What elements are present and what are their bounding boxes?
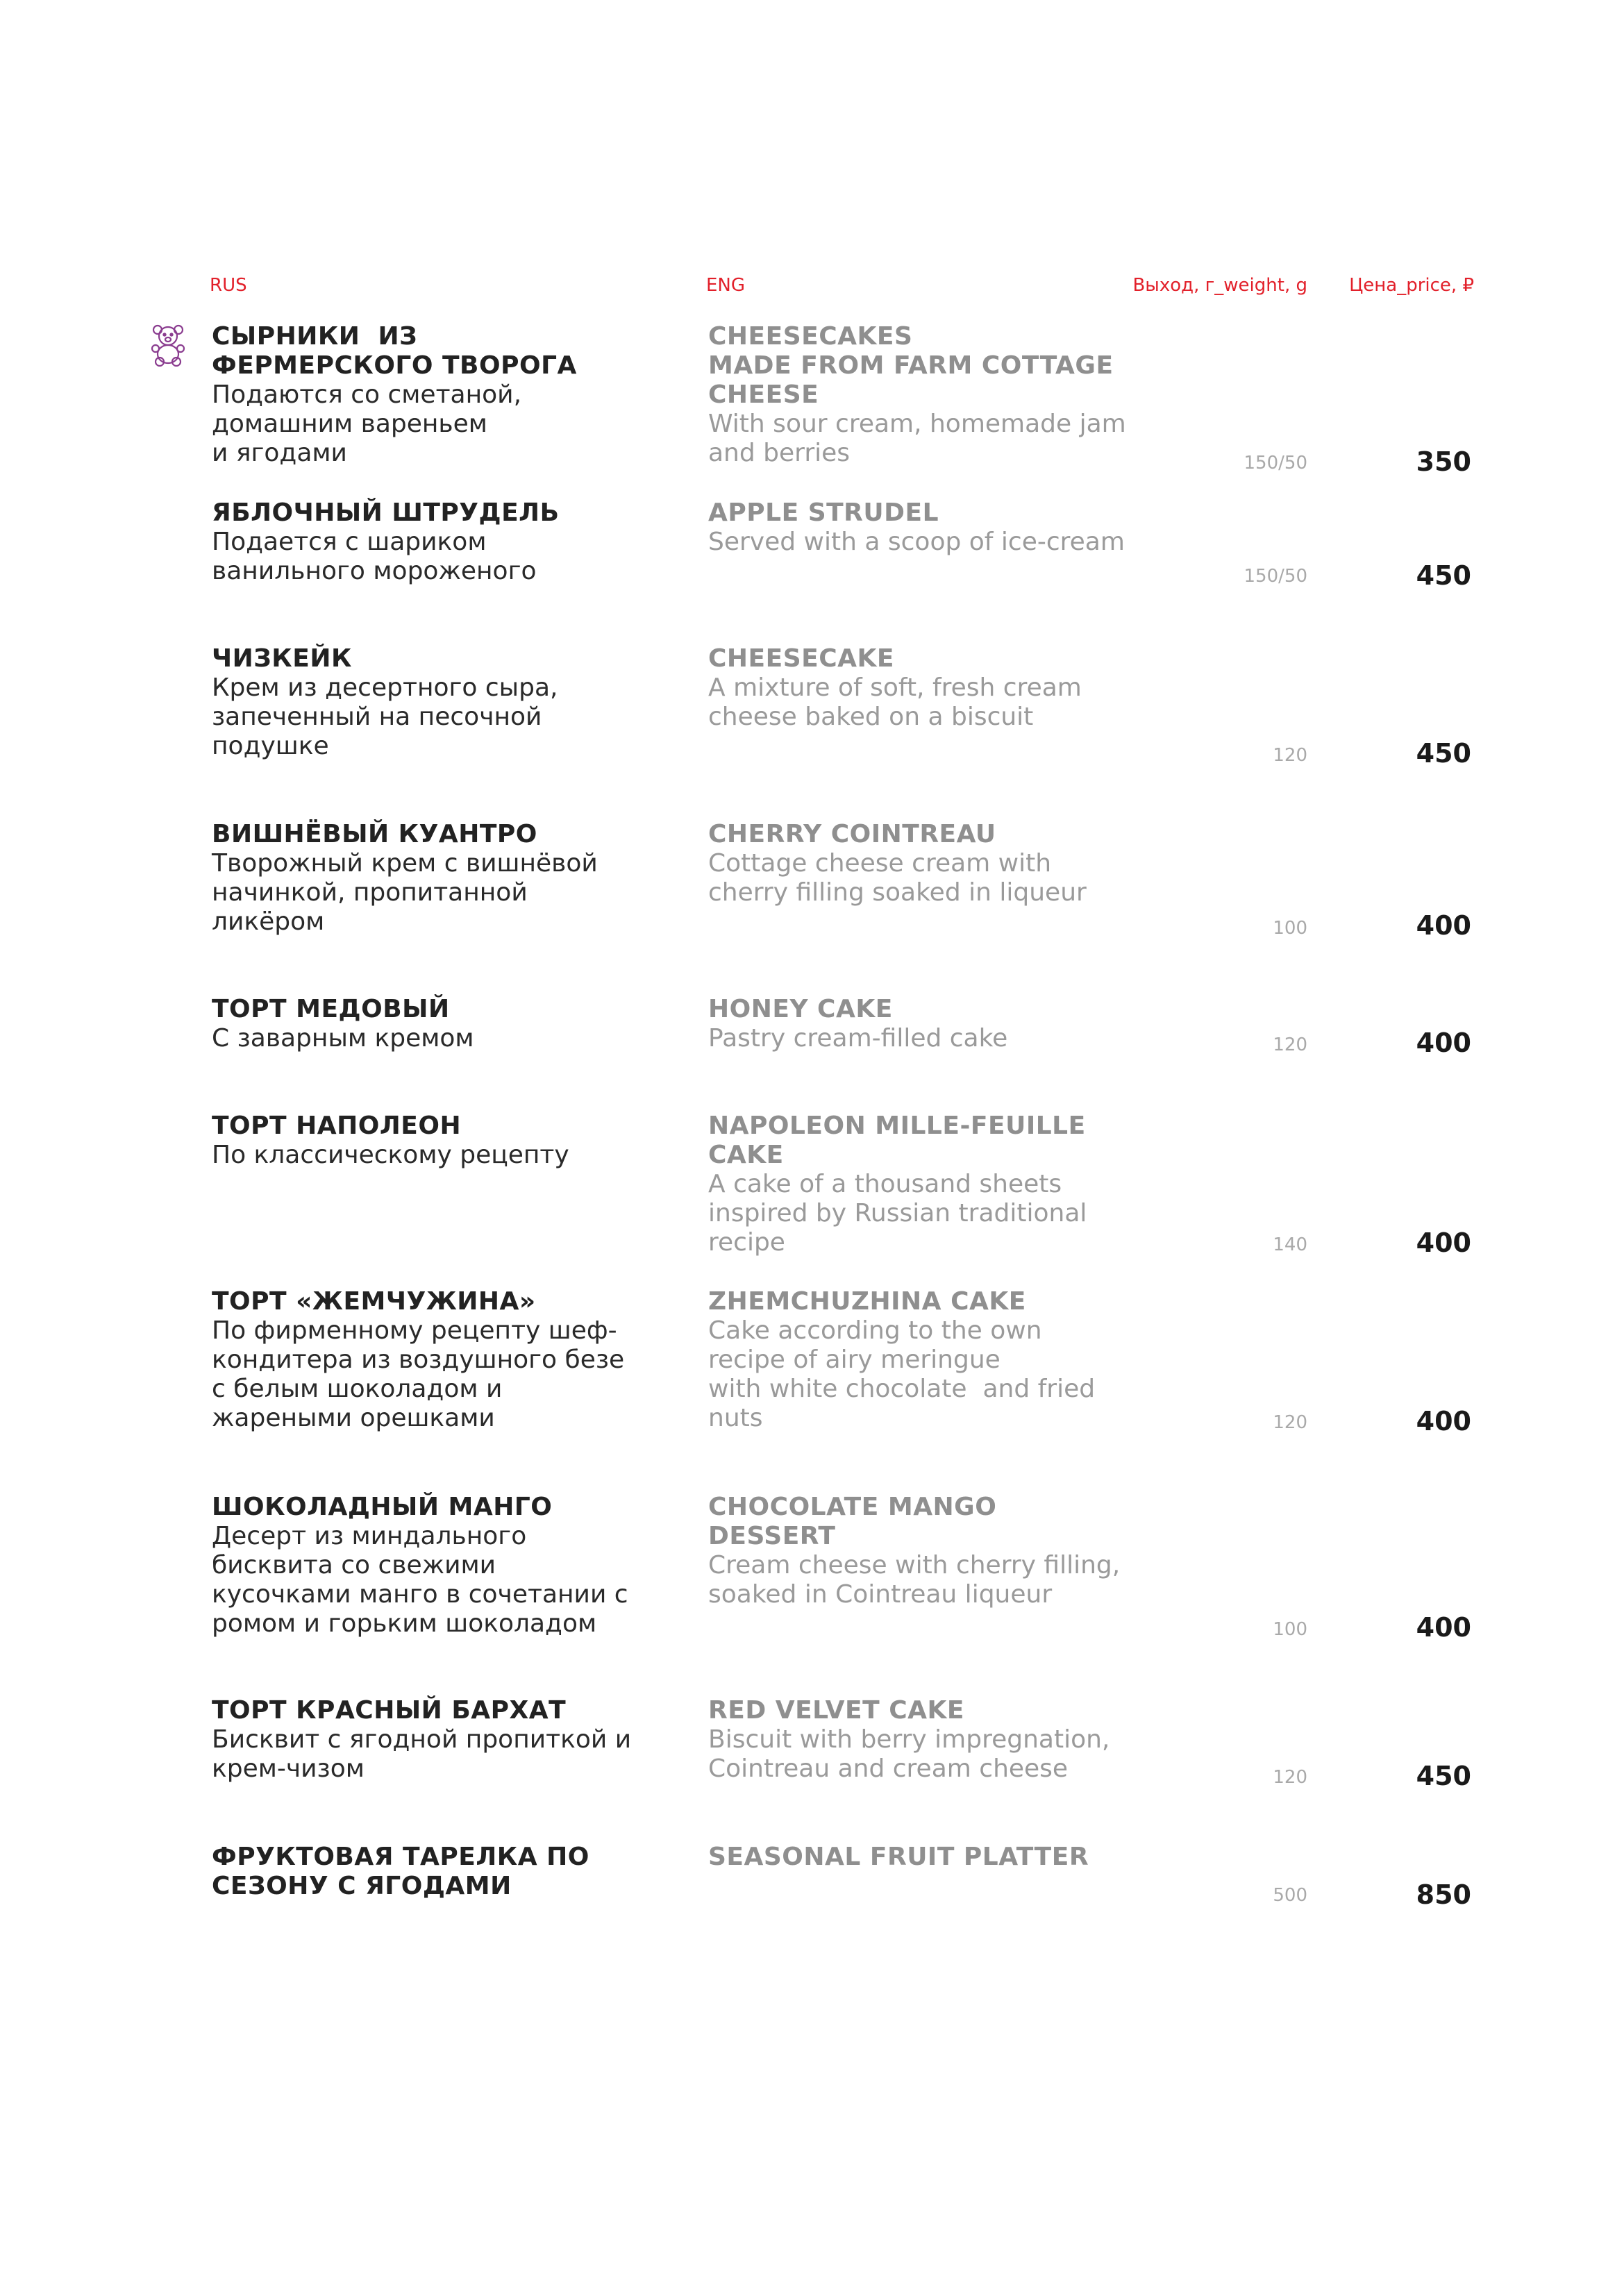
menu-item-en [708, 1843, 1187, 1872]
item-description-ru: домашним вареньем [212, 410, 487, 438]
item-description-ru: Творожный крем с вишнёвой [212, 849, 598, 878]
item-description-en: inspired by Russian traditional [708, 1199, 1087, 1227]
item-title-en: SEASONAL FRUIT PLATTER [708, 1843, 1089, 1871]
item-title-ru: ТОРТ МЕДОВЫЙ [212, 995, 450, 1023]
item-description-en: cherry filling soaked in liqueur [708, 878, 1087, 907]
item-description-ru: кусочками манго в сочетании с [212, 1580, 628, 1609]
item-description-ru: ромом и горьким шоколадом [212, 1609, 597, 1638]
item-description-ru: подушке [212, 732, 329, 760]
item-price: 350 [1416, 446, 1471, 477]
item-description-ru: жареными орешками [212, 1404, 495, 1432]
item-weight: 120 [1273, 1034, 1307, 1055]
item-title-en: DESSERT [708, 1522, 836, 1550]
column-header-rus: RUS [210, 275, 247, 296]
item-description-en: Served with a scoop of ice-cream [708, 528, 1125, 556]
item-description-en: nuts [708, 1404, 763, 1432]
item-description-ru: с белым шоколадом и [212, 1375, 503, 1403]
item-title-en: CHEESECAKES [708, 322, 913, 351]
item-title-en: CHEESECAKE [708, 644, 895, 673]
item-description-ru: запеченный на песочной [212, 703, 542, 731]
item-description-ru: начинкой, пропитанной [212, 878, 528, 907]
column-header-weight: Выход, г_weight, g [1132, 275, 1307, 296]
item-description-ru: крем-чизом [212, 1754, 365, 1783]
menu-item-en [708, 1493, 1187, 1609]
menu-item-en [708, 1112, 1187, 1257]
item-title-en: CHOCOLATE MANGO [708, 1493, 997, 1521]
item-description-ru: кондитера из воздушного безе [212, 1346, 625, 1374]
item-title-en: CHERRY COINTREAU [708, 820, 996, 848]
item-description-ru: Десерт из миндального [212, 1522, 527, 1550]
menu-item-ru [212, 1493, 684, 1639]
item-title-en: ZHEMCHUZHINA CAKE [708, 1287, 1026, 1316]
menu-item-en [708, 1696, 1187, 1784]
item-description-ru: По фирменному рецепту шеф- [212, 1316, 617, 1345]
item-title-en: NAPOLEON MILLE-FEUILLE [708, 1112, 1086, 1140]
item-description-en: With sour cream, homemade jam [708, 410, 1126, 438]
item-price: 450 [1416, 738, 1471, 769]
menu-item-ru [212, 1843, 684, 1901]
item-description-ru: ликёром [212, 907, 325, 936]
menu-item-ru [212, 1112, 684, 1170]
menu-item-ru [212, 1696, 684, 1784]
menu-item-en [708, 644, 1187, 732]
item-title-ru: ШОКОЛАДНЫЙ МАНГО [212, 1493, 553, 1521]
item-description-en: A cake of a thousand sheets [708, 1170, 1062, 1198]
column-header-price: Цена_price, ₽ [1349, 275, 1474, 296]
menu-item-ru [212, 498, 684, 586]
item-description-ru: Подаются со сметаной, [212, 380, 522, 409]
menu-item-ru [212, 820, 684, 937]
menu-item-en [708, 498, 1187, 557]
item-title-ru: ЧИЗКЕЙК [212, 644, 352, 673]
menu-item-en [708, 995, 1187, 1053]
item-description-en: Cake according to the own [708, 1316, 1042, 1345]
menu-item-en [708, 322, 1187, 468]
item-title-ru: ТОРТ НАПОЛЕОН [212, 1112, 462, 1140]
item-description-en: cheese baked on a biscuit [708, 703, 1034, 731]
item-title-en: RED VELVET CAKE [708, 1696, 964, 1725]
teddy-bear-icon [149, 324, 187, 367]
item-weight: 100 [1273, 918, 1307, 939]
item-weight: 140 [1273, 1234, 1307, 1255]
item-description-en: recipe [708, 1228, 785, 1257]
item-weight: 150/50 [1244, 566, 1307, 587]
item-title-ru: СЫРНИКИ ИЗ [212, 322, 418, 351]
menu-item-ru [212, 644, 684, 761]
column-header-eng: ENG [706, 275, 746, 296]
item-description-en: A mixture of soft, fresh cream [708, 673, 1082, 702]
item-title-en: APPLE STRUDEL [708, 498, 939, 527]
item-title-en: CAKE [708, 1141, 784, 1169]
item-weight: 500 [1273, 1885, 1307, 1906]
item-description-ru: ванильного мороженого [212, 557, 537, 585]
item-title-ru: ВИШНЁВЫЙ КУАНТРО [212, 820, 537, 848]
item-price: 400 [1416, 910, 1471, 941]
item-description-en: soaked in Cointreau liqueur [708, 1580, 1053, 1609]
item-title-ru: СЕЗОНУ С ЯГОДАМИ [212, 1872, 512, 1900]
item-weight: 100 [1273, 1619, 1307, 1640]
item-title-ru: ТОРТ КРАСНЫЙ БАРХАТ [212, 1696, 567, 1725]
item-title-ru: ФЕРМЕРСКОГО ТВОРОГА [212, 351, 577, 380]
item-title-ru: ФРУКТОВАЯ ТАРЕЛКА ПО [212, 1843, 589, 1871]
item-title-ru: ТОРТ «ЖЕМЧУЖИНА» [212, 1287, 536, 1316]
item-description-ru: Крем из десертного сыра, [212, 673, 558, 702]
item-price: 450 [1416, 560, 1471, 591]
item-weight: 120 [1273, 1412, 1307, 1433]
item-price: 400 [1416, 1612, 1471, 1643]
item-description-en: Pastry cream-filled cake [708, 1024, 1008, 1053]
menu-item-ru [212, 322, 684, 468]
item-price: 400 [1416, 1028, 1471, 1058]
item-description-en: Cointreau and cream cheese [708, 1754, 1069, 1783]
item-description-en: and berries [708, 439, 851, 467]
item-title-en: MADE FROM FARM COTTAGE [708, 351, 1114, 380]
item-weight: 150/50 [1244, 453, 1307, 474]
item-description-ru: бисквита со свежими [212, 1551, 496, 1579]
item-description-en: recipe of airy meringue [708, 1346, 1001, 1374]
item-title-en: HONEY CAKE [708, 995, 893, 1023]
item-weight: 120 [1273, 1767, 1307, 1788]
item-price: 400 [1416, 1406, 1471, 1436]
item-price: 450 [1416, 1761, 1471, 1791]
item-price: 850 [1416, 1879, 1471, 1910]
menu-item-ru [212, 1287, 684, 1433]
item-weight: 120 [1273, 745, 1307, 766]
item-description-ru: С заварным кремом [212, 1024, 474, 1053]
menu-item-en [708, 1287, 1187, 1433]
item-price: 400 [1416, 1227, 1471, 1258]
item-title-ru: ЯБЛОЧНЫЙ ШТРУДЕЛЬ [212, 498, 560, 527]
item-description-ru: Бисквит с ягодной пропиткой и [212, 1725, 632, 1754]
item-description-ru: и ягодами [212, 439, 347, 467]
item-description-ru: По классическому рецепту [212, 1141, 569, 1169]
menu-item-ru [212, 995, 684, 1053]
item-description-en: with white chocolate and fried [708, 1375, 1096, 1403]
item-description-en: Cream cheese with cherry filling, [708, 1551, 1121, 1579]
item-description-ru: Подается с шариком [212, 528, 487, 556]
item-description-en: Cottage cheese cream with [708, 849, 1052, 878]
item-title-en: CHEESE [708, 380, 819, 409]
item-description-en: Biscuit with berry impregnation, [708, 1725, 1110, 1754]
menu-item-en [708, 820, 1187, 907]
